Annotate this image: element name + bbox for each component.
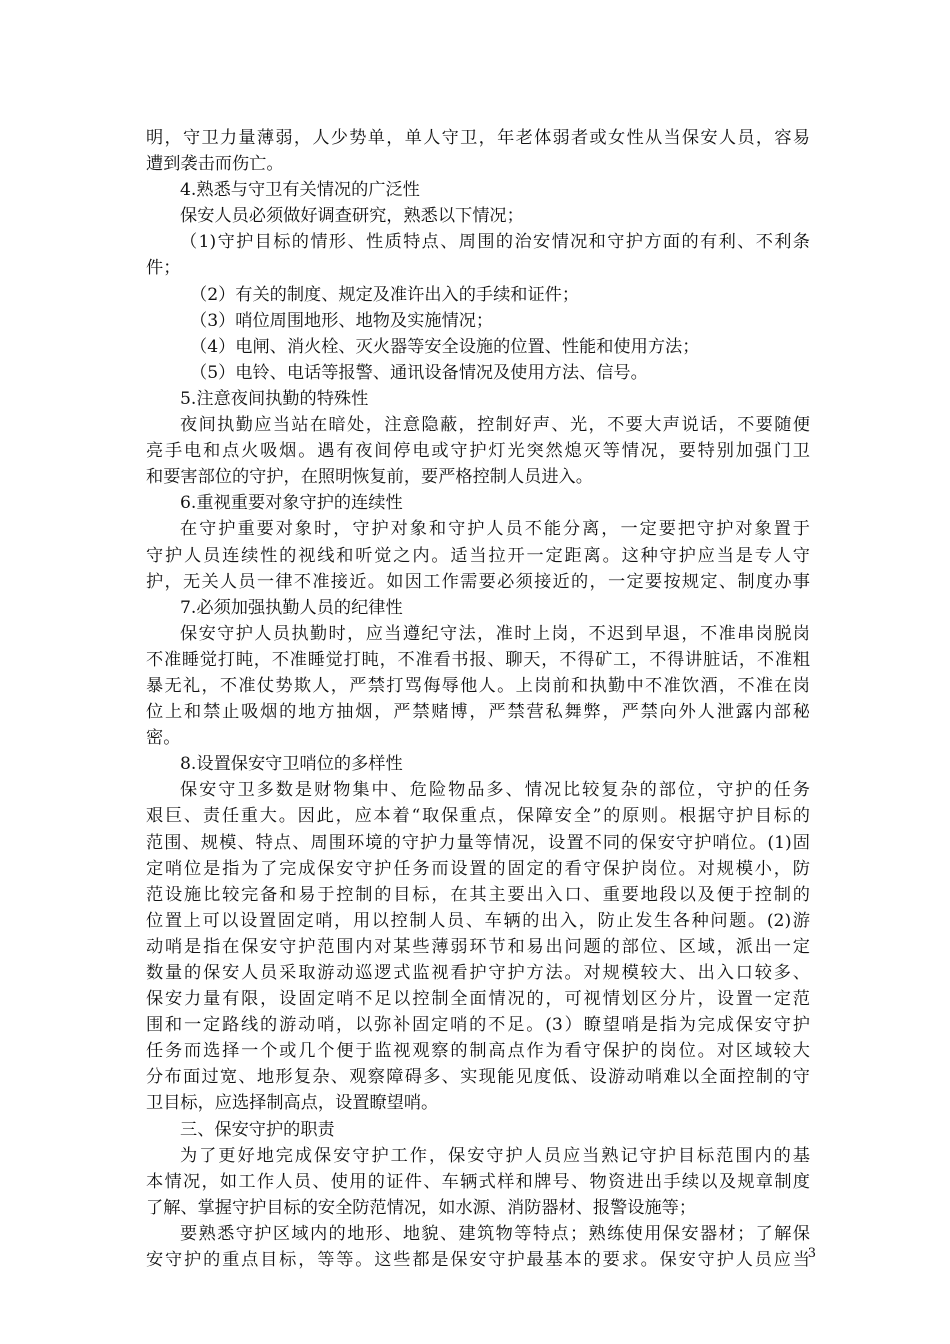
text-line: 密。 (146, 728, 181, 749)
text-line: 卫目标，应选择制高点，设置瞭望哨。 (146, 1093, 439, 1114)
text-line: （1)守护目标的情形、性质特点、周围的治安情况和守护方面的有利、不利条 (180, 232, 810, 253)
text-line: 围和一定路线的游动哨，以弥补固定哨的不足。(3）瞭望哨是指为完成保安守护 (146, 1015, 810, 1036)
text-line: 和要害部位的守护，在照明恢复前，要严格控制人员进入。 (146, 467, 593, 488)
text-line: 要熟悉守护区域内的地形、地貌、建筑物等特点；熟练使用保安器材；了解保 (180, 1223, 810, 1244)
text-line: 守护人员连续性的视线和听觉之内。适当拉开一定距离。这种守护应当是专人守 (146, 545, 810, 566)
text-line: 了解、掌握守护目标的安全防范情况，如水源、消防器材、报警设施等； (146, 1197, 697, 1218)
text-line: （2）有关的制度、规定及准许出入的手续和证件； (190, 284, 580, 305)
text-line: 分布面过宽、地形复杂、观察障碍多、实现能见度低、设游动哨难以全面控制的守 (146, 1067, 810, 1088)
page-number: 3 (807, 1246, 816, 1261)
text-line: 范设施比较完备和易于控制的目标，在其主要出入口、重要地段以及便于控制的 (146, 884, 810, 905)
text-line: 6.重视重要对象守护的连续性 (180, 493, 403, 514)
text-line: 位置上可以设置固定哨，用以控制人员、车辆的出入，防止发生各种问题。(2)游 (146, 910, 810, 931)
text-line: 艰巨、责任重大。因此，应本着“取保重点，保障安全”的原则。根据守护目标的 (146, 806, 810, 827)
text-line: （3）哨位周围地形、地物及实施情况； (190, 310, 494, 331)
text-line: 4.熟悉与守卫有关情况的广泛性 (180, 180, 420, 201)
text-line: 亮手电和点火吸烟。遇有夜间停电或守护灯光突然熄灭等情况，要特别加强门卫 (146, 441, 810, 462)
text-line: 安守护的重点目标，等等。这些都是保安守护最基本的要求。保安守护人员应当 (146, 1250, 810, 1271)
text-line: 8.设置保安守卫哨位的多样性 (180, 754, 403, 775)
text-line: 不准睡觉打盹，不准睡觉打盹，不准看书报、聊天，不得矿工，不得讲脏话，不准粗 (146, 649, 810, 670)
text-line: 保安守护人员执勤时，应当遵纪守法，准时上岗，不迟到早退，不准串岗脱岗 (180, 623, 810, 644)
text-line: 任务而选择一个或几个便于监视观察的制高点作为看守保护的岗位。对区域较大 (146, 1041, 810, 1062)
text-line: （5）电铃、电话等报警、通讯设备情况及使用方法、信号。 (190, 362, 648, 383)
text-line: 定哨位是指为了完成保安守护任务而设置的固定的看守保护岗位。对规模小，防 (146, 858, 810, 879)
text-line: 夜间执勤应当站在暗处，注意隐蔽，控制好声、光，不要大声说话，不要随便 (180, 415, 810, 436)
text-line: 范围、规模、特点、周围环境的守护力量等情况，设置不同的保安守护哨位。(1)固 (146, 832, 810, 853)
text-line: 明，守卫力量薄弱，人少势单，单人守卫，年老体弱者或女性从当保安人员，容易 (146, 128, 810, 148)
text-line: 5.注意夜间执勤的特殊性 (180, 388, 369, 409)
text-line: 三、保安守护的职责 (180, 1119, 335, 1140)
text-line: 本情况，如工作人员、使用的证件、车辆式样和牌号、物资进出手续以及规章制度 (146, 1171, 810, 1192)
text-line: 保安力量有限，设固定哨不足以控制全面情况的，可视情划区分片，设置一定范 (146, 989, 810, 1010)
text-line: 件； (146, 258, 181, 279)
body-text (146, 125, 810, 1273)
text-line: 保安人员必须做好调查研究，熟悉以下情况； (180, 206, 524, 227)
text-line: 为了更好地完成保安守护工作，保安守护人员应当熟记守护目标范围内的基 (180, 1145, 810, 1166)
text-line: 7.必须加强执勤人员的纪律性 (180, 597, 403, 618)
text-line: 在守护重要对象时，守护对象和守护人员不能分离，一定要把守护对象置于 (180, 519, 810, 540)
text-line: （4）电闸、消火栓、灭火器等安全设施的位置、性能和使用方法； (190, 336, 700, 357)
text-line: 保安守卫多数是财物集中、危险物品多、情况比较复杂的部位，守护的任务 (180, 780, 810, 801)
text-line: 遭到袭击而伤亡。 (146, 154, 284, 175)
text-line: 动哨是指在保安守护范围内对某些薄弱环节和易出问题的部位、区域，派出一定 (146, 936, 810, 957)
text-line: 位上和禁止吸烟的地方抽烟，严禁赌博，严禁营私舞弊，严禁向外人泄露内部秘 (146, 702, 810, 723)
text-line: 护，无关人员一律不准接近。如因工作需要必须接近的，一定要按规定、制度办事 (146, 571, 810, 592)
text-line: 数量的保安人员采取游动巡逻式监视看护守护方法。对规模较大、出入口较多、 (146, 963, 810, 983)
text-line: 暴无礼，不准仗势欺人，严禁打骂侮辱他人。上岗前和执勤中不准饮酒，不准在岗 (146, 675, 810, 696)
